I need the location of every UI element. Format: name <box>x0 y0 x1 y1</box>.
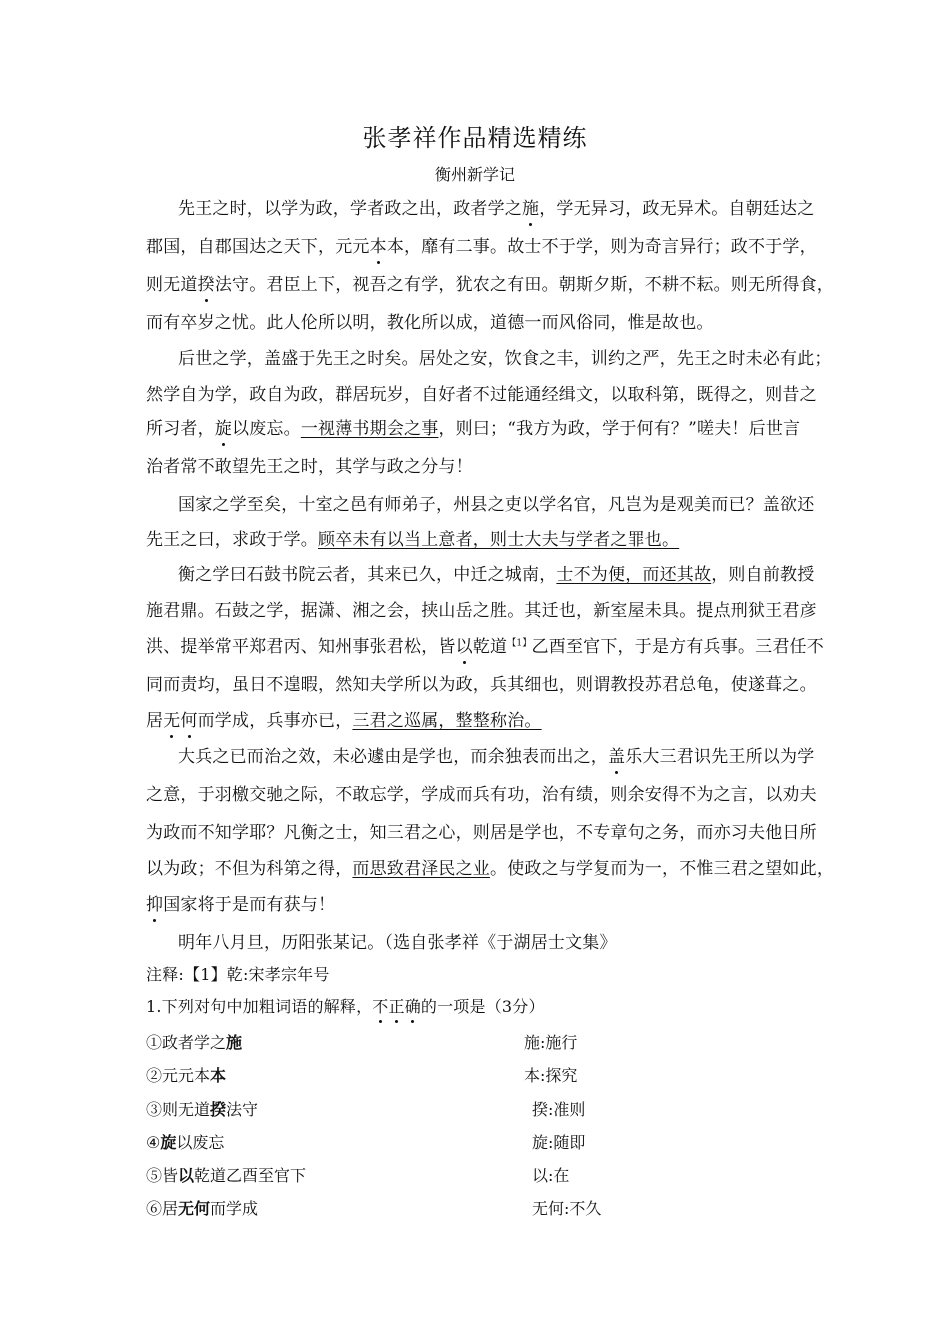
option-5: ⑤皆以乾道乙酉至官下 <box>146 1166 307 1185</box>
footnote: 注释:【1】乾:宋孝宗年号 <box>146 965 330 984</box>
emphasis-char: 旋 <box>214 419 233 439</box>
emphasis-char: 无 <box>163 711 181 731</box>
option-1: ①政者学之施 <box>146 1033 243 1052</box>
paragraph-1-line-2: 郡国，自郡国达之天下，元元本本，靡有二事。故士不于学，则为奇言异行；政不于学， <box>146 237 817 257</box>
emphasis-char: 抑 <box>146 895 164 915</box>
page-title: 张孝祥作品精选精练 <box>362 124 588 152</box>
bold-term: 揆 <box>210 1100 227 1119</box>
paragraph-1-line-3: 则无道揆法守。君臣上下，视吾之有学，犹农之有田。朝斯夕斯，不耕不耘。则无所得食， <box>146 275 835 295</box>
underlined-sentence: 而思致君泽民之业 <box>352 859 491 879</box>
option-2-answer: 本:探究 <box>524 1066 578 1085</box>
paragraph-2-line-3: 所习者，旋以废忘。一视薄书期会之事，则曰；“我方为政，学于何有？”嗟夫！后世言 <box>146 419 801 439</box>
paragraph-2-line-4: 治者常不敢望先王之时，其学与政之分与！ <box>146 457 473 477</box>
option-6-answer: 无何:不久 <box>532 1199 602 1218</box>
option-3: ③则无道揆法守 <box>146 1100 259 1119</box>
paragraph-1-line-4: 而有卒岁之忧。此人伦所以明，教化所以成，道德一而风俗同，惟是故也。 <box>146 313 714 333</box>
paragraph-4-line-3: 洪、提举常平郑君丙、知州事张君松，皆以乾道$^{【1】}$乙酉至官下，于是方有兵事。三君任不 <box>146 637 824 657</box>
emphasis-char: 以 <box>455 637 473 657</box>
question-stem: 1.下列对句中加粗词语的解释，不正确的一项是（3分） <box>146 997 545 1016</box>
footnote-marker: 【1】 <box>507 638 532 649</box>
option-6: ⑥居无何而学成 <box>146 1199 259 1218</box>
underlined-sentence: 顾卒未有以当上意者，则士大夫与学者之罪也。 <box>318 530 680 550</box>
underlined-sentence: 一视薄书期会之事 <box>300 419 439 439</box>
emphasis-char: 不 <box>372 997 389 1016</box>
paragraph-3-line-1: 国家之学至矣，十室之邑有师弟子，州县之吏以学名官，凡岂为是观美而已？盖欲还 <box>178 495 815 515</box>
emphasis-char: 揆 <box>197 275 215 295</box>
paragraph-5-line-5: 抑国家将于是而有获与！ <box>146 895 336 915</box>
paragraph-5-line-3: 为政而不知学耶？凡衡之士，知三君之心，则居是学也，不专章句之务，而亦习夫他日所 <box>146 823 817 843</box>
underlined-sentence: 士不为便，而还其故 <box>556 565 712 585</box>
option-1-answer: 施:施行 <box>524 1033 578 1052</box>
paragraph-4-line-1: 衡之学曰石鼓书院云者，其来已久，中迁之城南，士不为便，而还其故，则自前教授 <box>178 565 815 585</box>
emphasis-char: 盖 <box>608 747 626 767</box>
option-4-answer: 旋:随即 <box>532 1133 586 1152</box>
bold-term: 旋 <box>160 1133 177 1152</box>
paragraph-5-line-4: 以为政；不但为科第之得，而思致君泽民之业。使政之与学复而为一，不惟三君之望如此， <box>146 859 835 879</box>
paragraph-2-line-2: 然学自为学，政自为政，群居玩岁，自好者不过能通经缉文，以取科第，既得之，则昔之 <box>146 385 817 405</box>
paragraph-2-line-1: 后世之学，盖盛于先王之时矣。居处之安，饮食之丰，训约之严，先王之时未必有此； <box>178 349 832 369</box>
emphasis-char: 施 <box>522 199 540 219</box>
paragraph-5-line-2: 之意，于羽檄交驰之际，不敢忘学，学成而兵有功，治有绩，则余安得不为之言，以劝夫 <box>146 785 817 805</box>
option-2: ②元元本本 <box>146 1066 227 1085</box>
emphasis-char: 本 <box>369 237 387 257</box>
bold-term: 施 <box>226 1033 243 1052</box>
paragraph-4-line-4: 同而责均，虽日不遑暇，然知夫学所以为政，兵其细也，则谓教投苏君总龟，使遂葺之。 <box>146 675 817 695</box>
option-4: ④旋以废忘 <box>146 1133 225 1152</box>
option-3-answer: 揆:准则 <box>532 1100 586 1119</box>
paragraph-1-line-1: 先王之时，以学为政，学者政之出，政者学之施，学无异习，政无异术。自朝廷达之 <box>178 199 815 219</box>
paragraph-3-line-2: 先王之曰，求政于学。顾卒未有以当上意者，则士大夫与学者之罪也。 <box>146 530 680 550</box>
source-line: 明年八月旦，历阳张某记。（选自张孝祥《于湖居士文集》 <box>178 933 617 953</box>
paragraph-4-line-2: 施君鼎。石鼓之学，据潇、湘之会，挟山岳之胜。其迁也，新室屋未具。提点刑狱王君彦 <box>146 601 817 621</box>
bold-term: 本 <box>210 1066 227 1085</box>
paragraph-4-line-5: 居无何而学成，兵事亦已，三君之巡属，整整称治。 <box>146 711 542 731</box>
emphasis-char: 确 <box>404 997 421 1016</box>
emphasis-char: 正 <box>388 997 405 1016</box>
article-title: 衡州新学记 <box>434 165 515 184</box>
option-5-answer: 以:在 <box>532 1166 570 1185</box>
bold-term: 以 <box>178 1166 195 1185</box>
underlined-sentence: 三君之巡属，整整称治。 <box>352 711 542 731</box>
emphasis-char: 何 <box>180 711 198 731</box>
paragraph-5-line-1: 大兵之已而治之效，未必遽由是学也，而余独表而出之，盖乐大三君识先王所以为学 <box>178 747 815 767</box>
bold-term: 无何 <box>178 1199 211 1218</box>
